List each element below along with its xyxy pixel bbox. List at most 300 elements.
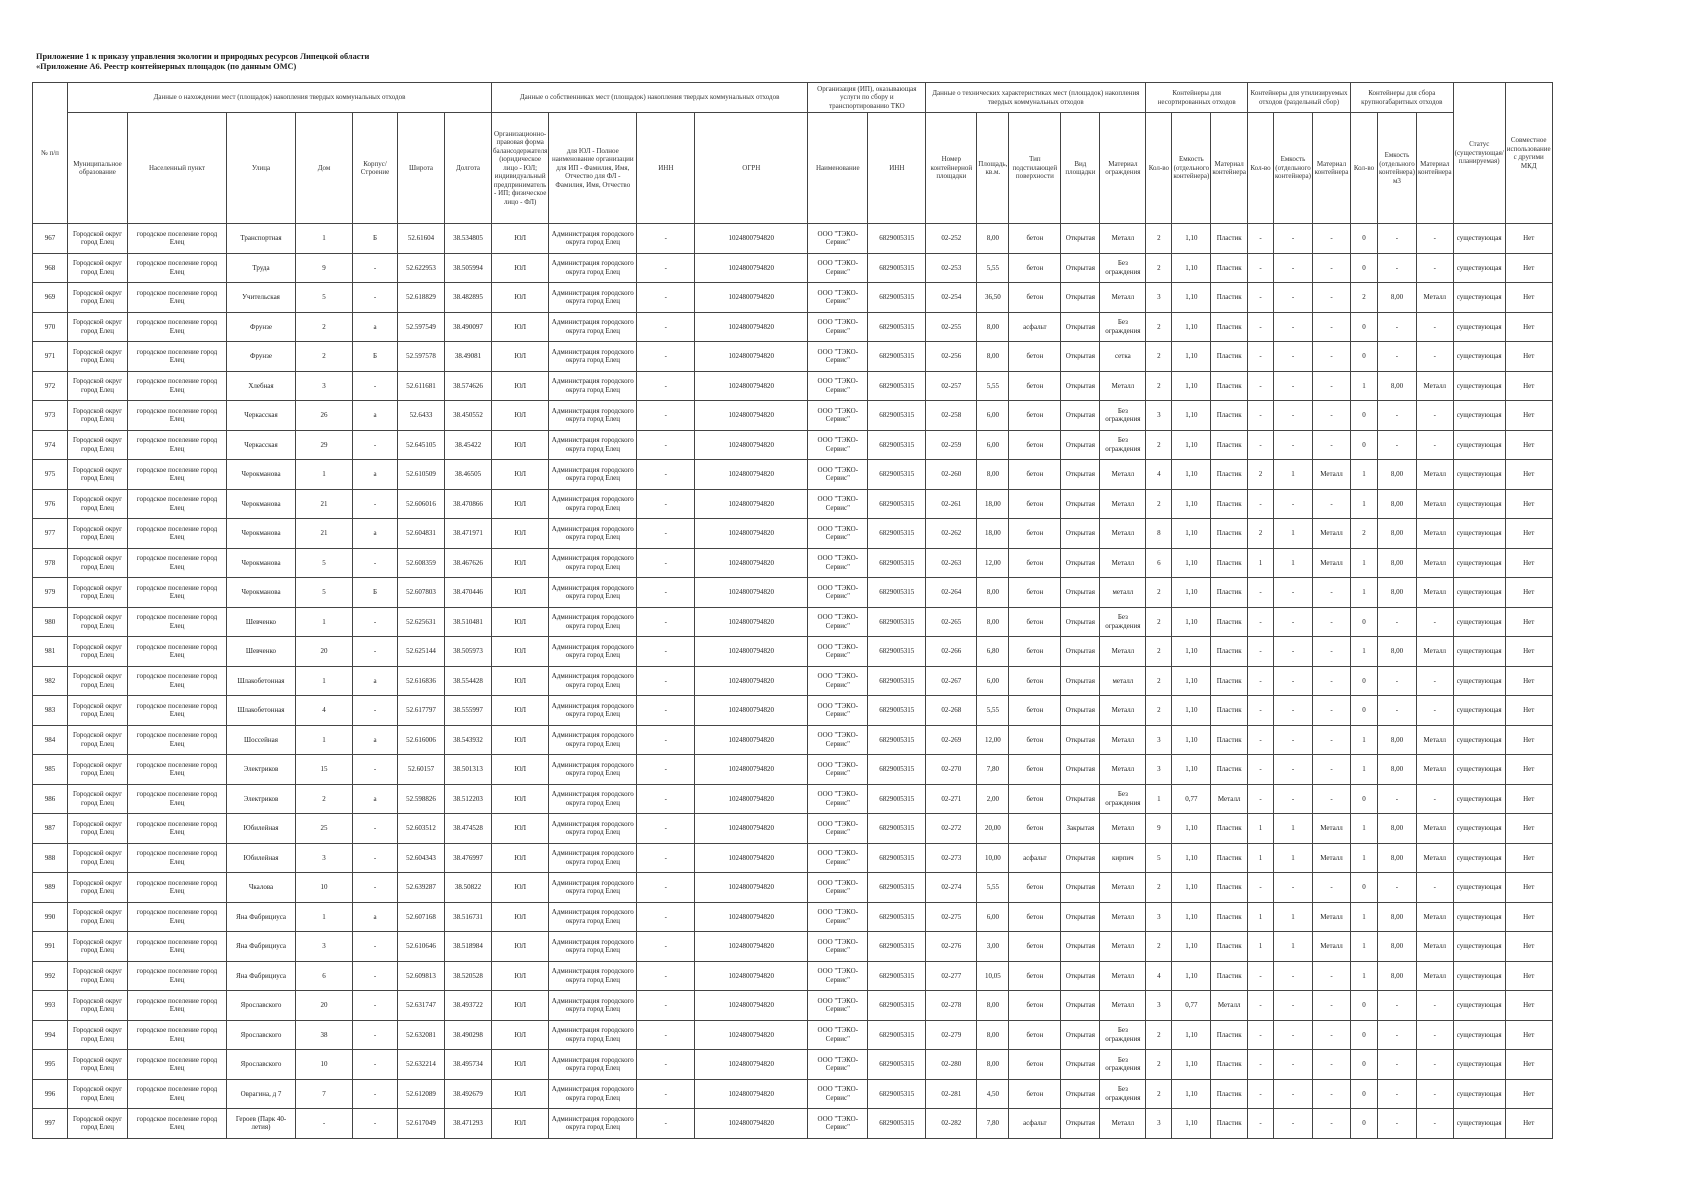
cell-inn: -: [637, 312, 695, 342]
cell-site-number: 02-257: [926, 371, 977, 401]
cell-bulky-capacity: 8,00: [1377, 489, 1416, 519]
cell-municipality: Городской округ город Елец: [68, 253, 128, 283]
cell-bulky-capacity: -: [1377, 224, 1416, 254]
cell-operator-inn: 6829005315: [868, 401, 926, 431]
cell-lon: 38.490298: [445, 1020, 492, 1050]
cell-operator-name: ООО "ТЭКО-Сервис": [808, 460, 868, 490]
cell-building: а: [353, 902, 398, 932]
cell-building: -: [353, 1109, 398, 1139]
cell-operator-inn: 6829005315: [868, 489, 926, 519]
cell-owner-name: Администрация городского округа город Елец: [549, 902, 637, 932]
cell-recycle-qty: -: [1248, 1109, 1274, 1139]
cell-site-number: 02-256: [926, 342, 977, 372]
cell-settlement: городское поселение город Елец: [128, 342, 227, 372]
cell-house: 26: [296, 401, 353, 431]
cell-unsorted-material: Пластик: [1211, 696, 1248, 726]
cell-bulky-material: Металл: [1416, 725, 1453, 755]
cell-fence: металл: [1100, 578, 1146, 608]
cell-legal-form: ЮЛ: [492, 666, 549, 696]
cell-street: Оврагина, д 7: [227, 1079, 296, 1109]
cell-municipality: Городской округ город Елец: [68, 932, 128, 962]
cell-site-number: 02-281: [926, 1079, 977, 1109]
cell-recycle-qty: -: [1248, 224, 1274, 254]
cell-unsorted-qty: 3: [1146, 1109, 1172, 1139]
cell-lon: 38.516731: [445, 902, 492, 932]
cell-bulky-qty: 0: [1350, 1020, 1377, 1050]
cell-recycle-material: -: [1312, 637, 1350, 667]
cell-surface: бетон: [1009, 371, 1061, 401]
cell-legal-form: ЮЛ: [492, 696, 549, 726]
cell-street: Черкасская: [227, 430, 296, 460]
cell-lat: 52.625631: [398, 607, 445, 637]
cell-ogrn: 1024800794820: [695, 1079, 808, 1109]
cell-operator-inn: 6829005315: [868, 932, 926, 962]
cell-legal-form: ЮЛ: [492, 224, 549, 254]
cell-municipality: Городской округ город Елец: [68, 607, 128, 637]
cell-operator-inn: 6829005315: [868, 460, 926, 490]
cell-building: -: [353, 1020, 398, 1050]
table-row: [33, 1050, 1553, 1080]
cell-recycle-material: -: [1312, 873, 1350, 903]
cell-status: существующая: [1453, 283, 1505, 313]
cell-lon: 38.512203: [445, 784, 492, 814]
cell-house: 21: [296, 489, 353, 519]
cell-owner-name: Администрация городского округа город Елец: [549, 814, 637, 844]
cell-fence: Металл: [1100, 548, 1146, 578]
cell-operator-name: ООО "ТЭКО-Сервис": [808, 342, 868, 372]
cell-fence: Металл: [1100, 873, 1146, 903]
cell-shared: Нет: [1505, 253, 1552, 283]
cell-unsorted-material: Пластик: [1211, 755, 1248, 785]
cell-operator-name: ООО "ТЭКО-Сервис": [808, 666, 868, 696]
cell-street: Черокманова: [227, 578, 296, 608]
cell-ogrn: 1024800794820: [695, 902, 808, 932]
cell-unsorted-material: Пластик: [1211, 519, 1248, 549]
cell-bulky-material: -: [1416, 312, 1453, 342]
cell-recycle-capacity: -: [1274, 489, 1313, 519]
cell-settlement: городское поселение город Елец: [128, 932, 227, 962]
cell-unsorted-qty: 6: [1146, 548, 1172, 578]
cell-recycle-capacity: -: [1274, 961, 1313, 991]
cell-bulky-capacity: 8,00: [1377, 725, 1416, 755]
cell-status: существующая: [1453, 1109, 1505, 1139]
cell-legal-form: ЮЛ: [492, 548, 549, 578]
col-ogrn-header: ОГРН: [695, 113, 808, 224]
cell-lon: 38.501313: [445, 755, 492, 785]
cell-site-type: Открытая: [1061, 666, 1100, 696]
cell-status: существующая: [1453, 666, 1505, 696]
cell-area: 2,00: [977, 784, 1009, 814]
cell-inn: -: [637, 961, 695, 991]
cell-recycle-qty: -: [1248, 430, 1274, 460]
cell-legal-form: ЮЛ: [492, 1050, 549, 1080]
cell-lat: 52.607168: [398, 902, 445, 932]
cell-bulky-qty: 0: [1350, 873, 1377, 903]
cell-shared: Нет: [1505, 548, 1552, 578]
cell-site-type: Открытая: [1061, 371, 1100, 401]
col-bulky-qty-header: Кол-во: [1350, 113, 1377, 224]
cell-recycle-qty: -: [1248, 1020, 1274, 1050]
cell-operator-name: ООО "ТЭКО-Сервис": [808, 755, 868, 785]
cell-owner-name: Администрация городского округа город Елец: [549, 696, 637, 726]
cell-recycle-material: -: [1312, 312, 1350, 342]
cell-status: существующая: [1453, 814, 1505, 844]
cell-bulky-capacity: 8,00: [1377, 548, 1416, 578]
cell-lat: 52.611681: [398, 371, 445, 401]
cell-surface: бетон: [1009, 902, 1061, 932]
cell-house: 2: [296, 784, 353, 814]
cell-recycle-qty: 1: [1248, 548, 1274, 578]
cell-shared: Нет: [1505, 519, 1552, 549]
cell-bulky-material: Металл: [1416, 814, 1453, 844]
cell-owner-name: Администрация городского округа город Елец: [549, 755, 637, 785]
cell-unsorted-capacity: 1,10: [1172, 342, 1211, 372]
cell-settlement: городское поселение город Елец: [128, 548, 227, 578]
cell-bulky-capacity: -: [1377, 401, 1416, 431]
cell-legal-form: ЮЛ: [492, 961, 549, 991]
cell-ogrn: 1024800794820: [695, 1020, 808, 1050]
cell-ogrn: 1024800794820: [695, 460, 808, 490]
cell-bulky-material: -: [1416, 666, 1453, 696]
cell-unsorted-capacity: 1,10: [1172, 932, 1211, 962]
cell-recycle-material: Металл: [1312, 548, 1350, 578]
cell-legal-form: ЮЛ: [492, 873, 549, 903]
cell-lon: 38.505973: [445, 637, 492, 667]
cell-owner-name: Администрация городского округа город Елец: [549, 283, 637, 313]
cell-recycle-qty: -: [1248, 873, 1274, 903]
cell-surface: бетон: [1009, 725, 1061, 755]
cell-bulky-material: -: [1416, 253, 1453, 283]
cell-municipality: Городской округ город Елец: [68, 283, 128, 313]
cell-unsorted-qty: 8: [1146, 519, 1172, 549]
cell-bulky-capacity: -: [1377, 430, 1416, 460]
cell-fence: Металл: [1100, 696, 1146, 726]
cell-settlement: городское поселение город Елец: [128, 312, 227, 342]
cell-recycle-qty: 1: [1248, 902, 1274, 932]
cell-recycle-qty: -: [1248, 696, 1274, 726]
cell-lat: 52.6433: [398, 401, 445, 431]
cell-shared: Нет: [1505, 755, 1552, 785]
cell-num: 974: [33, 430, 68, 460]
cell-site-number: 02-266: [926, 637, 977, 667]
cell-area: 6,00: [977, 401, 1009, 431]
cell-area: 20,00: [977, 814, 1009, 844]
cell-unsorted-qty: 2: [1146, 489, 1172, 519]
cell-operator-name: ООО "ТЭКО-Сервис": [808, 843, 868, 873]
cell-lat: 52.597578: [398, 342, 445, 372]
cell-bulky-qty: 2: [1350, 283, 1377, 313]
cell-status: существующая: [1453, 991, 1505, 1021]
cell-status: существующая: [1453, 902, 1505, 932]
cell-street: Юбилейная: [227, 814, 296, 844]
cell-bulky-qty: 1: [1350, 902, 1377, 932]
cell-fence: Без ограждения: [1100, 401, 1146, 431]
cell-settlement: городское поселение город Елец: [128, 784, 227, 814]
group-bulky-header: Контейнеры для сбора крупногабаритных отходов: [1350, 83, 1453, 113]
cell-lat: 52.60157: [398, 755, 445, 785]
cell-settlement: городское поселение город Елец: [128, 253, 227, 283]
cell-fence: Без ограждения: [1100, 430, 1146, 460]
cell-bulky-capacity: 8,00: [1377, 637, 1416, 667]
cell-bulky-material: Металл: [1416, 843, 1453, 873]
cell-site-number: 02-254: [926, 283, 977, 313]
cell-unsorted-capacity: 1,10: [1172, 637, 1211, 667]
cell-building: -: [353, 253, 398, 283]
cell-area: 8,00: [977, 1020, 1009, 1050]
cell-building: -: [353, 1050, 398, 1080]
cell-inn: -: [637, 578, 695, 608]
cell-recycle-qty: 1: [1248, 814, 1274, 844]
cell-recycle-capacity: -: [1274, 1020, 1313, 1050]
cell-municipality: Городской округ город Елец: [68, 548, 128, 578]
cell-unsorted-material: Металл: [1211, 991, 1248, 1021]
cell-recycle-capacity: -: [1274, 696, 1313, 726]
cell-unsorted-qty: 2: [1146, 312, 1172, 342]
cell-lat: 52.608359: [398, 548, 445, 578]
cell-building: а: [353, 666, 398, 696]
cell-recycle-capacity: -: [1274, 1079, 1313, 1109]
cell-municipality: Городской округ город Елец: [68, 755, 128, 785]
cell-operator-name: ООО "ТЭКО-Сервис": [808, 489, 868, 519]
cell-inn: -: [637, 283, 695, 313]
col-site-number-header: Номер контейнерной площадки: [926, 113, 977, 224]
cell-street: Героев (Парк 40-летия): [227, 1109, 296, 1139]
cell-legal-form: ЮЛ: [492, 1020, 549, 1050]
cell-unsorted-qty: 4: [1146, 961, 1172, 991]
cell-unsorted-material: Пластик: [1211, 489, 1248, 519]
cell-lon: 38.46505: [445, 460, 492, 490]
cell-unsorted-capacity: 1,10: [1172, 961, 1211, 991]
cell-building: а: [353, 519, 398, 549]
cell-legal-form: ЮЛ: [492, 342, 549, 372]
group-location-header: Данные о нахождении мест (площадок) накопления твердых коммунальных отходов: [68, 83, 492, 113]
cell-owner-name: Администрация городского округа город Елец: [549, 460, 637, 490]
cell-inn: -: [637, 991, 695, 1021]
cell-bulky-material: -: [1416, 401, 1453, 431]
cell-shared: Нет: [1505, 283, 1552, 313]
col-recycle-capacity-header: Емкость (отдельного контейнера): [1274, 113, 1313, 224]
cell-recycle-material: -: [1312, 283, 1350, 313]
col-legal-form-header: Организационно-правовая форма балансодержателя (юридическое лицо - ЮЛ; индивидуальный предприниматель - ИП; физическое лицо - ФЛ): [492, 113, 549, 224]
table-row: [33, 784, 1553, 814]
cell-street: Электриков: [227, 755, 296, 785]
cell-bulky-qty: 1: [1350, 460, 1377, 490]
cell-site-number: 02-264: [926, 578, 977, 608]
cell-shared: Нет: [1505, 371, 1552, 401]
col-house-header: Дом: [296, 113, 353, 224]
cell-lon: 38.490097: [445, 312, 492, 342]
cell-num: 970: [33, 312, 68, 342]
cell-house: 3: [296, 843, 353, 873]
cell-municipality: Городской округ город Елец: [68, 784, 128, 814]
cell-status: существующая: [1453, 784, 1505, 814]
cell-recycle-qty: -: [1248, 637, 1274, 667]
cell-house: 21: [296, 519, 353, 549]
cell-num: 996: [33, 1079, 68, 1109]
cell-area: 5,55: [977, 253, 1009, 283]
cell-operator-inn: 6829005315: [868, 755, 926, 785]
cell-bulky-material: -: [1416, 1050, 1453, 1080]
cell-building: а: [353, 401, 398, 431]
cell-street: Яна Фабрициуса: [227, 961, 296, 991]
col-bulky-material-header: Материал контейнера: [1416, 113, 1453, 224]
cell-bulky-capacity: 8,00: [1377, 578, 1416, 608]
cell-bulky-capacity: 8,00: [1377, 371, 1416, 401]
col-lon-header: Долгота: [445, 113, 492, 224]
cell-settlement: городское поселение город Елец: [128, 873, 227, 903]
cell-bulky-material: -: [1416, 430, 1453, 460]
cell-lat: 52.632081: [398, 1020, 445, 1050]
cell-fence: кирпич: [1100, 843, 1146, 873]
cell-fence: Без ограждения: [1100, 253, 1146, 283]
cell-fence: Без ограждения: [1100, 607, 1146, 637]
cell-bulky-capacity: -: [1377, 873, 1416, 903]
cell-area: 3,00: [977, 932, 1009, 962]
cell-street: Шлакобетонная: [227, 666, 296, 696]
cell-bulky-material: -: [1416, 342, 1453, 372]
cell-recycle-material: -: [1312, 489, 1350, 519]
cell-recycle-qty: -: [1248, 401, 1274, 431]
cell-bulky-qty: 1: [1350, 578, 1377, 608]
cell-site-number: 02-270: [926, 755, 977, 785]
cell-site-number: 02-259: [926, 430, 977, 460]
col-bulky-capacity-header: Емкость (отдельного контейнера) м3: [1377, 113, 1416, 224]
cell-house: 9: [296, 253, 353, 283]
cell-lon: 38.492679: [445, 1079, 492, 1109]
cell-recycle-capacity: -: [1274, 342, 1313, 372]
cell-unsorted-material: Металл: [1211, 784, 1248, 814]
cell-building: Б: [353, 342, 398, 372]
cell-ogrn: 1024800794820: [695, 430, 808, 460]
cell-street: Черкасская: [227, 401, 296, 431]
cell-operator-name: ООО "ТЭКО-Сервис": [808, 224, 868, 254]
cell-surface: асфальт: [1009, 312, 1061, 342]
cell-unsorted-capacity: 1,10: [1172, 578, 1211, 608]
cell-lat: 52.622953: [398, 253, 445, 283]
cell-surface: бетон: [1009, 814, 1061, 844]
cell-building: -: [353, 430, 398, 460]
cell-site-type: Открытая: [1061, 637, 1100, 667]
col-municipality-header: Муниципальное образование: [68, 113, 128, 224]
cell-area: 8,00: [977, 342, 1009, 372]
cell-unsorted-material: Пластик: [1211, 430, 1248, 460]
cell-bulky-material: -: [1416, 1020, 1453, 1050]
cell-inn: -: [637, 1020, 695, 1050]
cell-unsorted-capacity: 1,10: [1172, 519, 1211, 549]
cell-surface: бетон: [1009, 1079, 1061, 1109]
cell-area: 12,00: [977, 725, 1009, 755]
header-line-1: Приложение 1 к приказу управления экологии и природных ресурсов Липецкой области: [36, 52, 370, 61]
cell-area: 5,55: [977, 873, 1009, 903]
cell-operator-inn: 6829005315: [868, 784, 926, 814]
cell-owner-name: Администрация городского округа город Елец: [549, 991, 637, 1021]
cell-settlement: городское поселение город Елец: [128, 283, 227, 313]
cell-operator-name: ООО "ТЭКО-Сервис": [808, 1050, 868, 1080]
cell-fence: Металл: [1100, 519, 1146, 549]
cell-bulky-material: -: [1416, 696, 1453, 726]
cell-building: а: [353, 460, 398, 490]
cell-shared: Нет: [1505, 784, 1552, 814]
document-header: [36, 52, 369, 72]
cell-building: -: [353, 1079, 398, 1109]
cell-shared: Нет: [1505, 342, 1552, 372]
cell-owner-name: Администрация городского округа город Елец: [549, 666, 637, 696]
cell-bulky-capacity: 8,00: [1377, 814, 1416, 844]
cell-area: 6,80: [977, 637, 1009, 667]
cell-lat: 52.618829: [398, 283, 445, 313]
cell-num: 994: [33, 1020, 68, 1050]
cell-operator-name: ООО "ТЭКО-Сервис": [808, 784, 868, 814]
cell-unsorted-capacity: 1,10: [1172, 283, 1211, 313]
cell-recycle-qty: -: [1248, 253, 1274, 283]
cell-inn: -: [637, 932, 695, 962]
cell-inn: -: [637, 607, 695, 637]
cell-recycle-qty: -: [1248, 961, 1274, 991]
cell-street: Учительская: [227, 283, 296, 313]
cell-num: 987: [33, 814, 68, 844]
cell-unsorted-material: Пластик: [1211, 224, 1248, 254]
col-operator-inn-header: ИНН: [868, 113, 926, 224]
cell-ogrn: 1024800794820: [695, 401, 808, 431]
cell-site-number: 02-258: [926, 401, 977, 431]
cell-site-number: 02-255: [926, 312, 977, 342]
cell-house: 10: [296, 873, 353, 903]
cell-site-number: 02-277: [926, 961, 977, 991]
cell-unsorted-material: Пластик: [1211, 873, 1248, 903]
cell-recycle-qty: -: [1248, 342, 1274, 372]
table-row: [33, 283, 1553, 313]
col-inn-header: ИНН: [637, 113, 695, 224]
cell-site-number: 02-272: [926, 814, 977, 844]
cell-ogrn: 1024800794820: [695, 843, 808, 873]
cell-owner-name: Администрация городского округа город Елец: [549, 961, 637, 991]
cell-shared: Нет: [1505, 1020, 1552, 1050]
cell-unsorted-qty: 9: [1146, 814, 1172, 844]
cell-area: 8,00: [977, 991, 1009, 1021]
cell-area: 6,00: [977, 902, 1009, 932]
cell-bulky-qty: 2: [1350, 519, 1377, 549]
cell-site-type: Открытая: [1061, 430, 1100, 460]
cell-operator-inn: 6829005315: [868, 371, 926, 401]
cell-shared: Нет: [1505, 312, 1552, 342]
cell-num: 990: [33, 902, 68, 932]
cell-operator-name: ООО "ТЭКО-Сервис": [808, 519, 868, 549]
cell-unsorted-qty: 3: [1146, 755, 1172, 785]
cell-operator-name: ООО "ТЭКО-Сервис": [808, 902, 868, 932]
cell-owner-name: Администрация городского округа город Елец: [549, 401, 637, 431]
cell-legal-form: ЮЛ: [492, 430, 549, 460]
col-area-header: Площадь, кв.м.: [977, 113, 1009, 224]
cell-lon: 38.520528: [445, 961, 492, 991]
cell-unsorted-qty: 2: [1146, 932, 1172, 962]
cell-surface: бетон: [1009, 224, 1061, 254]
cell-municipality: Городской округ город Елец: [68, 637, 128, 667]
cell-inn: -: [637, 489, 695, 519]
cell-bulky-qty: 0: [1350, 1109, 1377, 1139]
cell-municipality: Городской округ город Елец: [68, 696, 128, 726]
cell-status: существующая: [1453, 1050, 1505, 1080]
cell-lon: 38.554428: [445, 666, 492, 696]
col-lat-header: Широта: [398, 113, 445, 224]
cell-house: 1: [296, 666, 353, 696]
cell-unsorted-capacity: 1,10: [1172, 1050, 1211, 1080]
cell-fence: Металл: [1100, 283, 1146, 313]
cell-lon: 38.510481: [445, 607, 492, 637]
cell-legal-form: ЮЛ: [492, 843, 549, 873]
cell-unsorted-material: Пластик: [1211, 1050, 1248, 1080]
cell-unsorted-material: Пластик: [1211, 401, 1248, 431]
cell-recycle-capacity: -: [1274, 991, 1313, 1021]
